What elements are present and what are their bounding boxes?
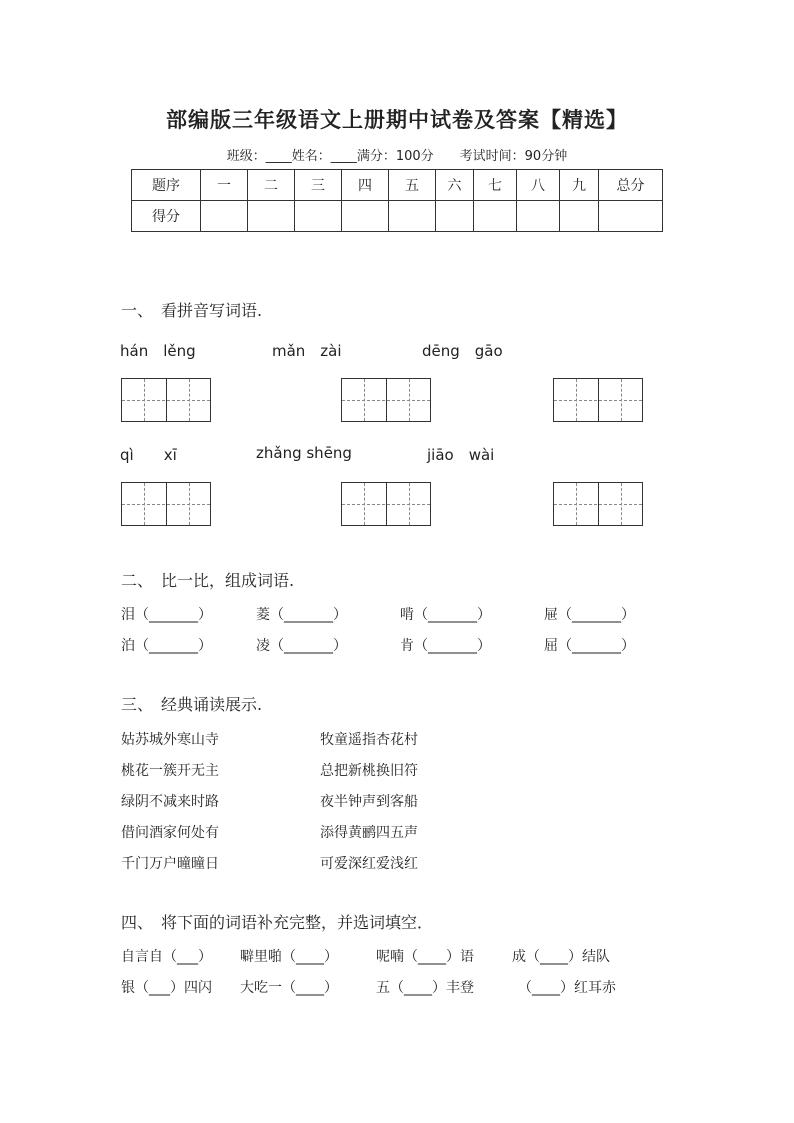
- compare-item[interactable]: 泪（_______）: [121, 607, 212, 623]
- score-table-header-row: [132, 170, 663, 201]
- header-cell: 五: [389, 170, 436, 201]
- poem-line-right: 牧童遥指杏花村: [320, 732, 418, 748]
- score-table: [131, 169, 663, 232]
- score-cell[interactable]: [560, 201, 599, 232]
- writing-grid[interactable]: [121, 482, 211, 526]
- exam-meta: [0, 145, 794, 164]
- score-cell[interactable]: [599, 201, 663, 232]
- fill-item[interactable]: 呢喃（____）语: [376, 949, 474, 965]
- compare-item[interactable]: 肯（_______）: [400, 638, 491, 654]
- fill-item[interactable]: 自言自（___）: [121, 949, 212, 965]
- compare-item[interactable]: 屈（_______）: [544, 638, 635, 654]
- compare-item[interactable]: 菱（_______）: [256, 607, 347, 623]
- fill-item[interactable]: 五（____）丰登: [376, 980, 474, 996]
- writing-grid[interactable]: [553, 378, 643, 422]
- header-cell: 八: [517, 170, 560, 201]
- header-cell: 七: [474, 170, 517, 201]
- fill-item[interactable]: 大吃一（____）: [240, 980, 338, 996]
- pinyin-6: jiāo wài: [427, 446, 495, 464]
- header-cell: 题序: [132, 170, 201, 201]
- header-cell: 六: [436, 170, 474, 201]
- name-label: 姓名：____: [291, 149, 357, 164]
- fill-item[interactable]: 银（___）四闪: [121, 980, 212, 996]
- header-cell: 一: [201, 170, 248, 201]
- writing-grid[interactable]: [341, 482, 431, 526]
- fill-item[interactable]: （____）红耳赤: [518, 980, 616, 996]
- poem-line-left: 借问酒家何处有: [121, 825, 219, 841]
- page-title: 部编版三年级语文上册期中试卷及答案【精选】: [166, 107, 628, 132]
- score-cell[interactable]: [436, 201, 474, 232]
- poem-line-left: 绿阴不减来时路: [121, 794, 219, 810]
- writing-grid[interactable]: [121, 378, 211, 422]
- section1-heading: 一、 看拼音写词语.: [121, 301, 263, 320]
- section2-heading: 二、 比一比，组成词语.: [121, 571, 295, 590]
- header-cell: 二: [248, 170, 295, 201]
- pinyin-3: dēng gāo: [422, 342, 503, 360]
- score-cell[interactable]: [474, 201, 517, 232]
- poem-line-left: 姑苏城外寒山寺: [121, 732, 219, 748]
- class-label: 班级：____: [226, 149, 292, 164]
- poem-line-right: 可爱深红爱浅红: [320, 856, 418, 872]
- header-cell: 三: [295, 170, 342, 201]
- fill-item[interactable]: 噼里啪（____）: [240, 949, 338, 965]
- exam-time: 考试时间：90分钟: [459, 149, 568, 164]
- compare-item[interactable]: 屉（_______）: [544, 607, 635, 623]
- pinyin-1: hán lěng: [120, 342, 196, 360]
- compare-item[interactable]: 凌（_______）: [256, 638, 347, 654]
- score-cell[interactable]: [248, 201, 295, 232]
- score-cell[interactable]: [342, 201, 389, 232]
- fill-item[interactable]: 成（____）结队: [512, 949, 610, 965]
- poem-line-right: 总把新桃换旧符: [320, 763, 418, 779]
- poem-line-right: 夜半钟声到客船: [320, 794, 418, 810]
- score-cell[interactable]: [517, 201, 560, 232]
- writing-grid[interactable]: [553, 482, 643, 526]
- score-cell[interactable]: [389, 201, 436, 232]
- full-score: 满分：100分: [356, 149, 434, 164]
- row-label: 得分: [132, 201, 201, 232]
- score-table-score-row: [132, 201, 663, 232]
- poem-line-left: 桃花一簇开无主: [121, 763, 219, 779]
- section4-heading: 四、 将下面的词语补充完整，并选词填空．: [121, 913, 434, 932]
- score-cell[interactable]: [201, 201, 248, 232]
- pinyin-2: mǎn zài: [272, 342, 342, 360]
- poem-line-right: 添得黄鹂四五声: [320, 825, 418, 841]
- poem-line-left: 千门万户曈曈日: [121, 856, 219, 872]
- compare-item[interactable]: 泊（_______）: [121, 638, 212, 654]
- score-cell[interactable]: [295, 201, 342, 232]
- section3-heading: 三、 经典诵读展示.: [121, 695, 263, 714]
- pinyin-5: zhǎng shēng: [256, 444, 352, 462]
- header-cell: 四: [342, 170, 389, 201]
- compare-item[interactable]: 啃（_______）: [400, 607, 491, 623]
- pinyin-4: qì xī: [120, 446, 177, 464]
- writing-grid[interactable]: [341, 378, 431, 422]
- header-cell: 九: [560, 170, 599, 201]
- header-cell: 总分: [599, 170, 663, 201]
